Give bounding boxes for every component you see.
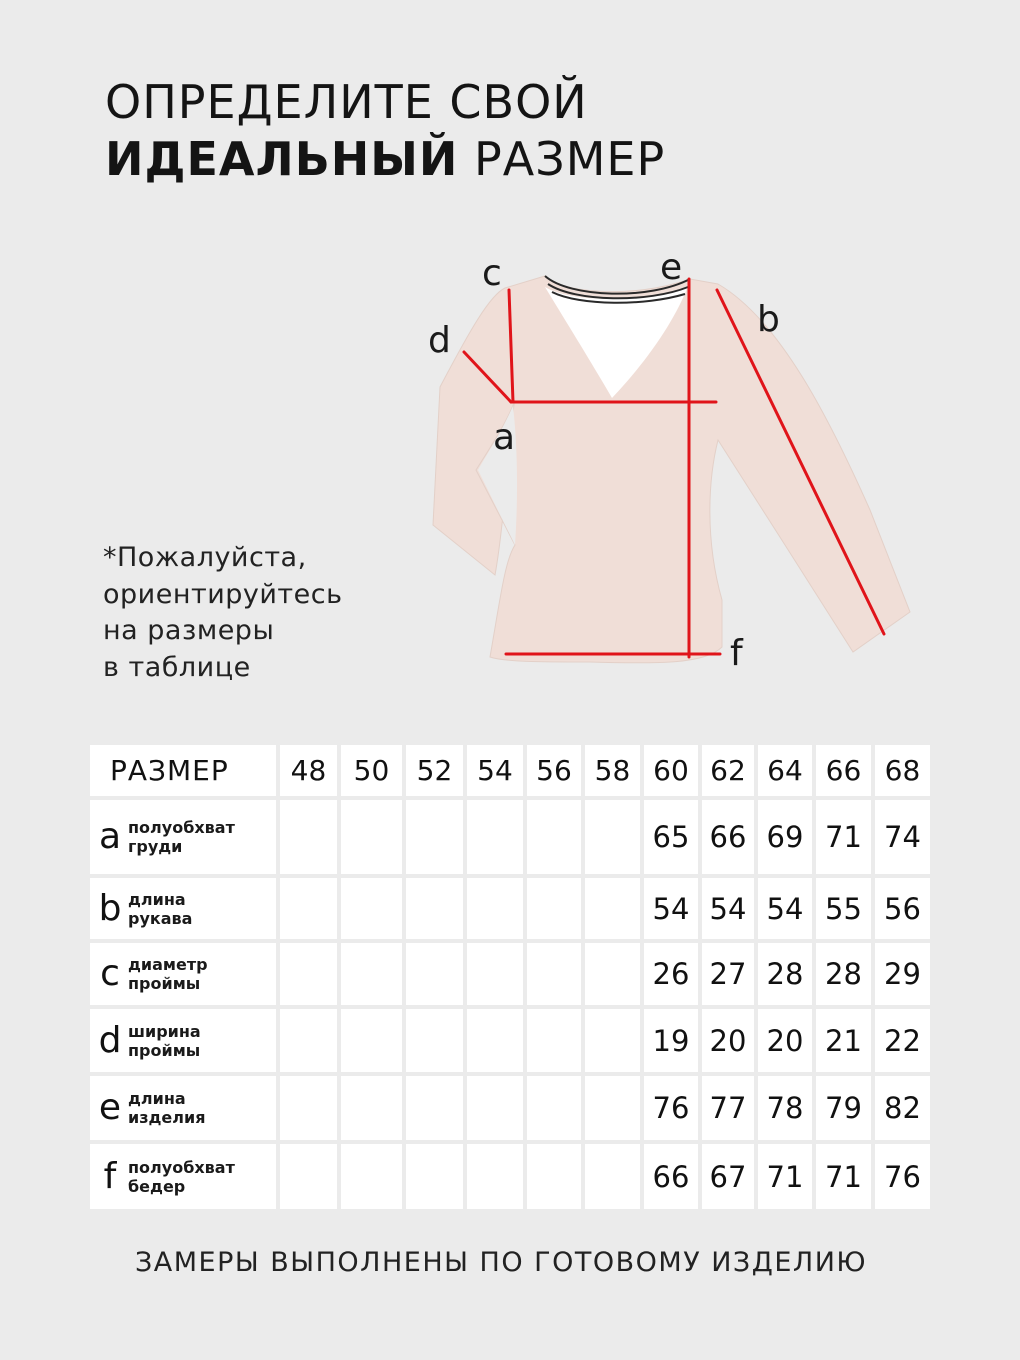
table-cell — [341, 800, 402, 874]
note-line: *Пожалуйста, — [103, 542, 307, 573]
row-desc-line: проймы — [128, 974, 201, 993]
table-cell: 29 — [875, 943, 930, 1005]
table-row — [90, 1144, 930, 1209]
row-letter: c — [100, 953, 120, 994]
table-cell: 65 — [644, 800, 698, 874]
table-cell — [280, 1009, 337, 1072]
table-cell — [585, 943, 640, 1005]
size-header-cell: 68 — [875, 745, 930, 796]
title-rest: РАЗМЕР — [474, 132, 666, 186]
table-cell: 54 — [758, 878, 812, 939]
table-cell — [406, 1076, 463, 1140]
table-cell — [280, 943, 337, 1005]
table-cell — [341, 943, 402, 1005]
garment-diagram — [420, 245, 920, 685]
table-cell — [467, 878, 523, 939]
title-bold-word: ИДЕАЛЬНЫЙ — [105, 132, 459, 186]
diagram-label-e: e — [660, 247, 683, 288]
table-cell — [341, 1076, 402, 1140]
table-row — [90, 800, 930, 874]
table-cell — [527, 800, 581, 874]
table-cell: 27 — [702, 943, 754, 1005]
note-line: на размеры — [103, 615, 275, 646]
table-cell: 71 — [816, 1144, 871, 1209]
table-cell: 19 — [644, 1009, 698, 1072]
table-cell — [585, 1009, 640, 1072]
table-cell: 74 — [875, 800, 930, 874]
row-desc-line: изделия — [128, 1108, 206, 1127]
table-cell — [585, 800, 640, 874]
table-cell: 69 — [758, 800, 812, 874]
table-cell — [406, 1144, 463, 1209]
table-cell — [280, 1144, 337, 1209]
row-desc-line: диаметр — [128, 955, 208, 974]
table-cell — [406, 1009, 463, 1072]
size-header-cell: 60 — [644, 745, 698, 796]
size-header-cell: 62 — [702, 745, 754, 796]
table-cell: 55 — [816, 878, 871, 939]
table-cell: 54 — [702, 878, 754, 939]
row-desc-line: рукава — [128, 908, 193, 928]
table-cell: 28 — [758, 943, 812, 1005]
table-cell — [527, 943, 581, 1005]
size-header-cell: 56 — [527, 745, 581, 796]
table-cell — [527, 1076, 581, 1140]
size-header-cell: 52 — [406, 745, 463, 796]
size-header-cell: 48 — [280, 745, 337, 796]
table-cell — [467, 1009, 523, 1072]
size-note — [103, 540, 403, 686]
diagram-label-f: f — [730, 633, 743, 674]
table-cell — [467, 1076, 523, 1140]
note-line: в таблице — [103, 651, 251, 683]
row-desc-line: бедер — [128, 1176, 186, 1196]
table-cell — [585, 878, 640, 939]
table-row — [90, 1076, 930, 1140]
row-letter: f — [103, 1155, 117, 1197]
row-letter: e — [98, 1087, 122, 1128]
row-desc-line: груди — [128, 837, 183, 856]
table-cell — [467, 943, 523, 1005]
title-line1: ОПРЕДЕЛИТЕ СВОЙ — [105, 75, 588, 129]
table-cell: 20 — [758, 1009, 812, 1072]
table-row — [90, 1009, 930, 1072]
row-desc-line: длина — [128, 889, 186, 909]
table-cell: 26 — [644, 943, 698, 1005]
row-desc-line: полуобхват — [128, 818, 235, 837]
row-label-f — [90, 1144, 276, 1209]
size-header-cell: 50 — [341, 745, 402, 796]
table-row — [90, 943, 930, 1005]
table-cell — [467, 1144, 523, 1209]
table-cell: 71 — [816, 800, 871, 874]
row-label-e — [90, 1076, 276, 1140]
table-cell: 56 — [875, 878, 930, 939]
table-cell — [341, 1009, 402, 1072]
table-cell — [341, 878, 402, 939]
table-cell — [585, 1144, 640, 1209]
row-letter: d — [98, 1019, 122, 1061]
row-label-d — [90, 1009, 276, 1072]
table-cell: 28 — [816, 943, 871, 1005]
garment-shape — [433, 276, 910, 663]
table-cell: 66 — [644, 1144, 698, 1209]
table-cell: 54 — [644, 878, 698, 939]
table-cell: 77 — [702, 1076, 754, 1140]
size-header-cell: 64 — [758, 745, 812, 796]
table-cell — [527, 1009, 581, 1072]
row-desc-line: ширина — [128, 1021, 201, 1041]
footer-note: ЗАМЕРЫ ВЫПОЛНЕНЫ ПО ГОТОВОМУ ИЗДЕЛИЮ — [134, 1247, 868, 1278]
table-cell: 20 — [702, 1009, 754, 1072]
diagram-label-b: b — [757, 299, 780, 340]
size-table — [86, 741, 934, 1213]
table-cell: 76 — [875, 1144, 930, 1209]
row-desc-line: длина — [128, 1089, 186, 1108]
table-cell: 78 — [758, 1076, 812, 1140]
table-cell — [585, 1076, 640, 1140]
table-cell: 76 — [644, 1076, 698, 1140]
table-cell: 79 — [816, 1076, 871, 1140]
diagram-label-a: a — [493, 417, 516, 458]
diagram-label-d: d — [428, 320, 451, 361]
table-header-row — [90, 745, 930, 796]
row-desc-line: полуобхват — [128, 1157, 235, 1177]
table-cell: 67 — [702, 1144, 754, 1209]
table-cell — [280, 800, 337, 874]
table-cell — [527, 878, 581, 939]
row-desc-line: проймы — [128, 1040, 201, 1060]
row-letter: a — [98, 816, 122, 857]
diagram-label-c: c — [482, 253, 502, 294]
row-label-a — [90, 800, 276, 874]
page-title — [105, 74, 665, 188]
table-cell — [406, 943, 463, 1005]
table-row — [90, 878, 930, 939]
table-cell: 71 — [758, 1144, 812, 1209]
table-cell: 66 — [702, 800, 754, 874]
table-cell — [467, 800, 523, 874]
table-cell: 82 — [875, 1076, 930, 1140]
table-cell: 21 — [816, 1009, 871, 1072]
table-cell — [341, 1144, 402, 1209]
row-label-b — [90, 878, 276, 939]
table-cell — [280, 1076, 337, 1140]
table-cell — [406, 878, 463, 939]
table-cell — [527, 1144, 581, 1209]
table-cell — [406, 800, 463, 874]
note-line: ориентируйтесь — [103, 578, 343, 610]
size-header-cell: 54 — [467, 745, 523, 796]
row-label-c — [90, 943, 276, 1005]
table-header-label: РАЗМЕР — [90, 745, 276, 796]
size-header-cell: 66 — [816, 745, 871, 796]
size-header-cell: 58 — [585, 745, 640, 796]
table-cell — [280, 878, 337, 939]
table-cell: 22 — [875, 1009, 930, 1072]
row-letter: b — [98, 887, 122, 929]
